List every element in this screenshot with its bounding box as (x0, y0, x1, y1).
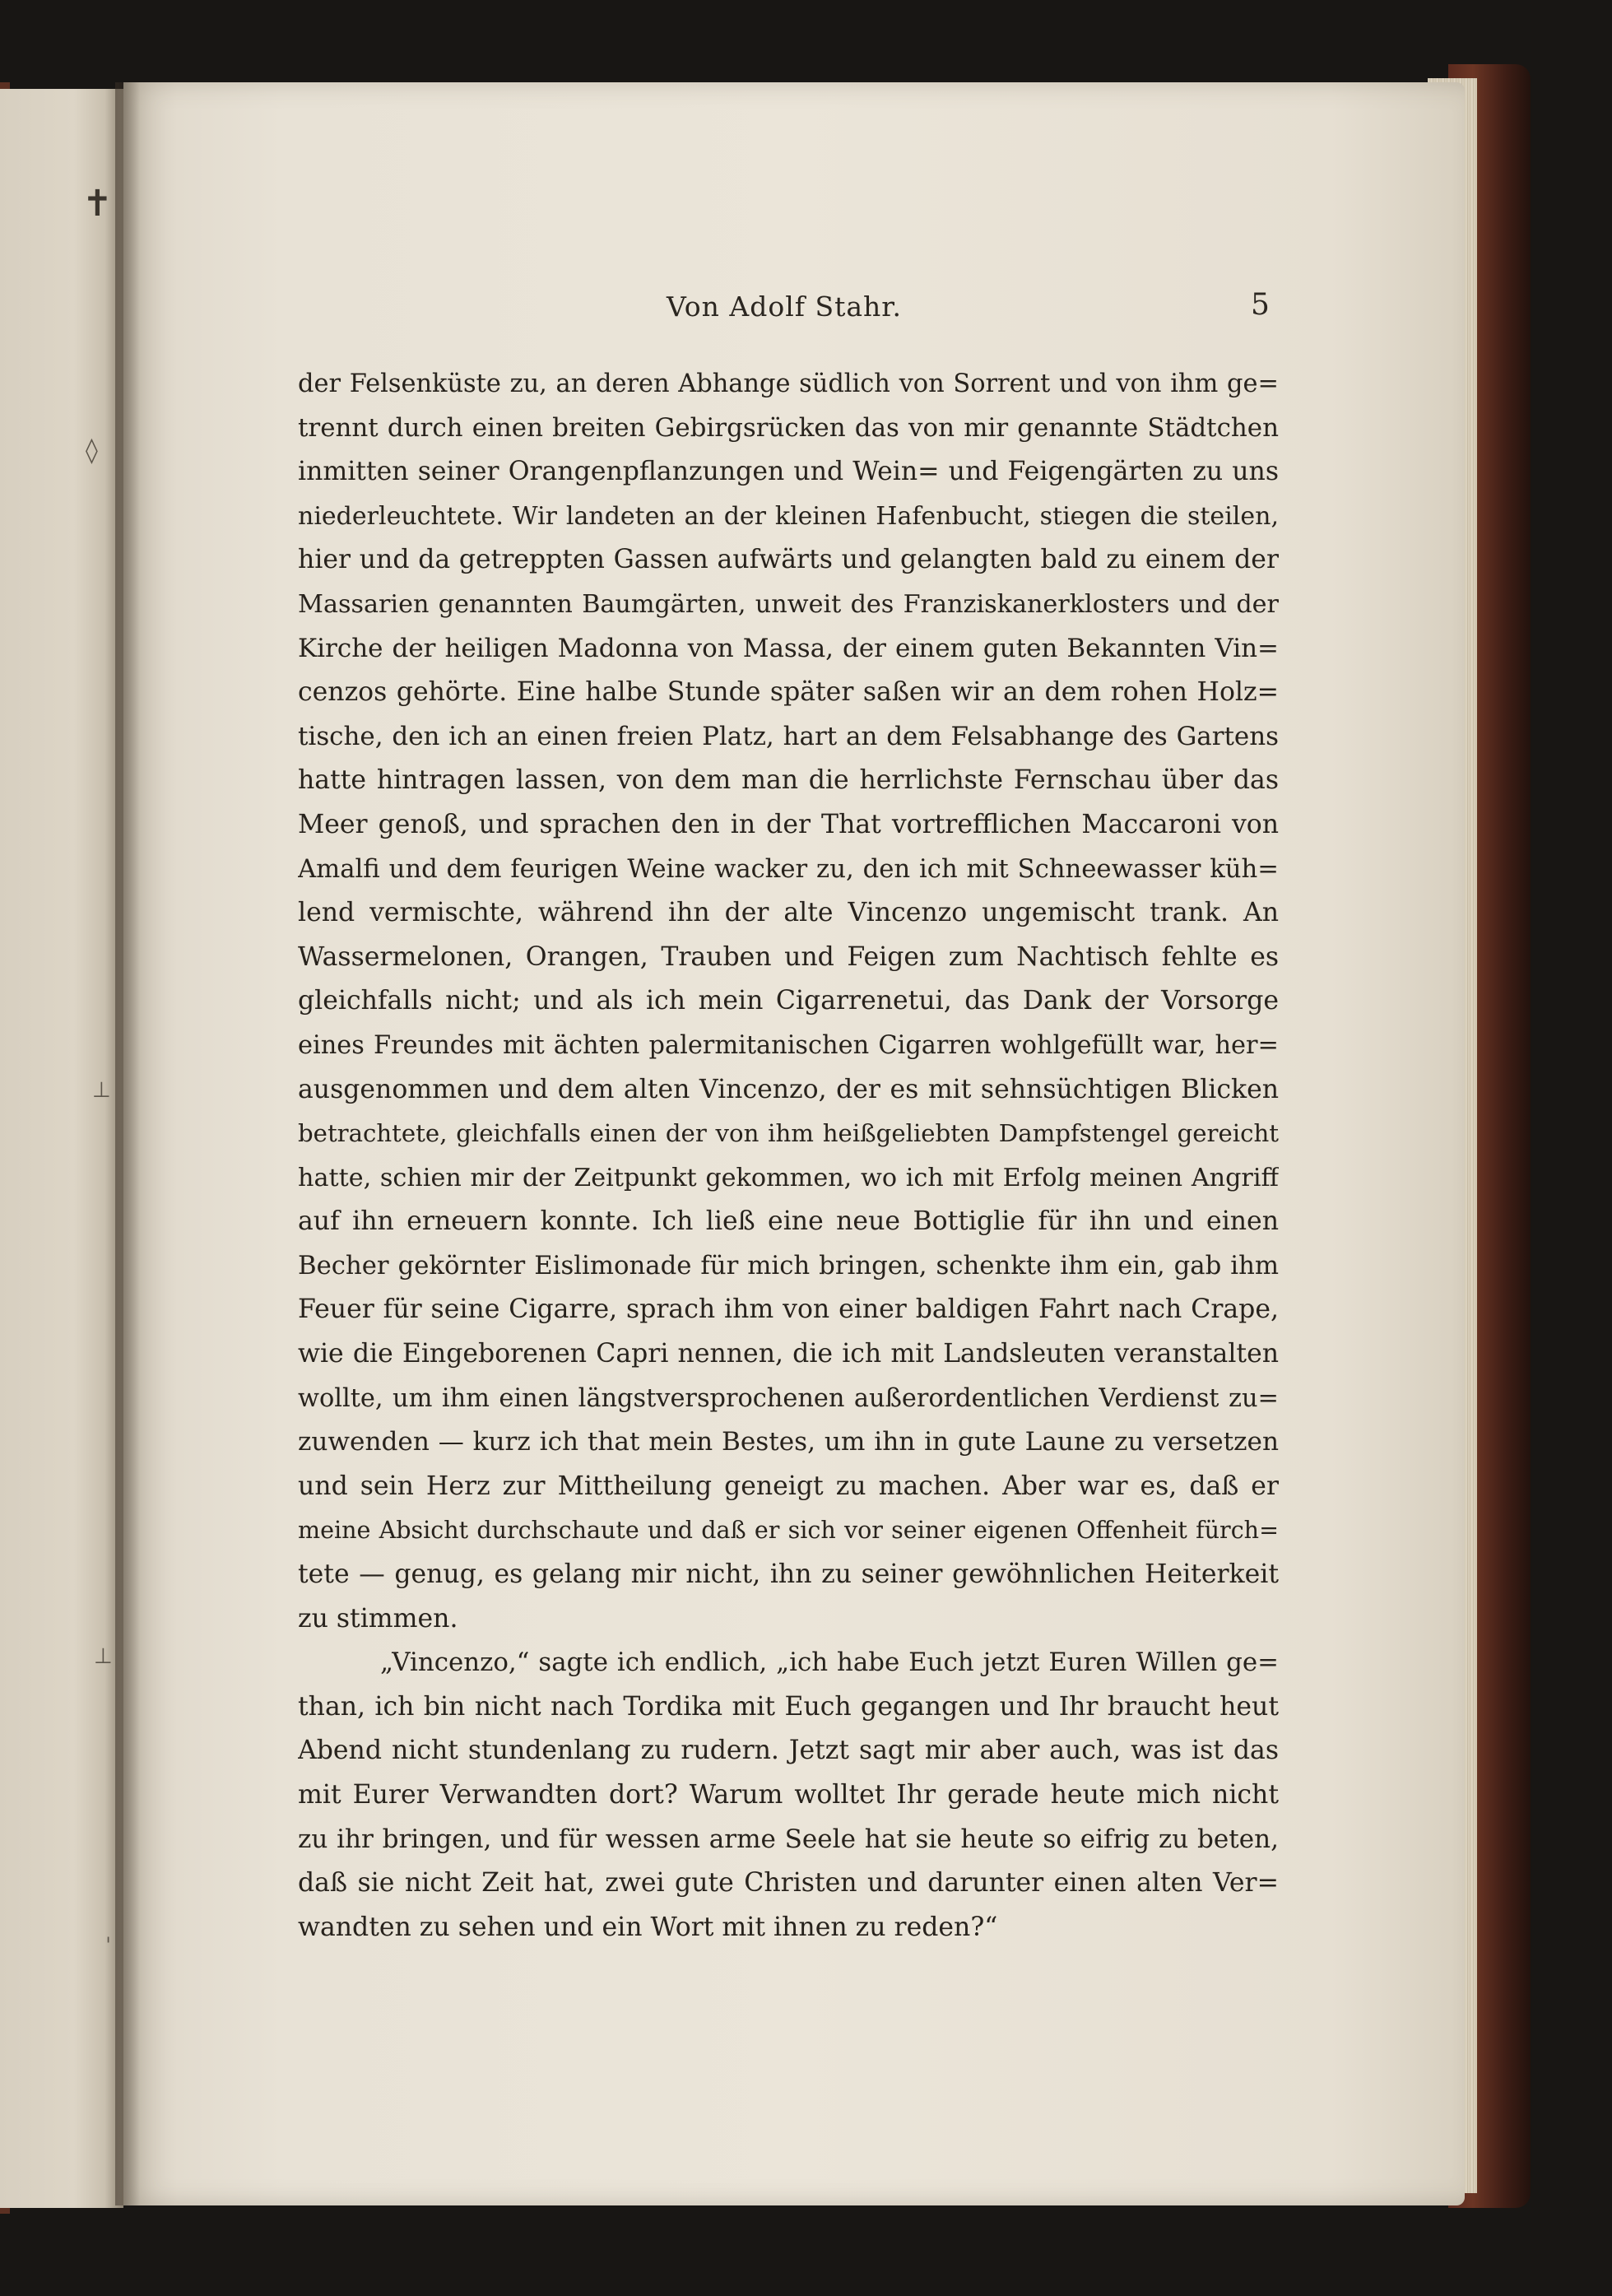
text-line: eines Freundes mit ächten palermitanischen Cigarren wohlgefüllt war, her= (298, 1030, 1279, 1060)
gutter-shadow (115, 82, 140, 2205)
text-line: wie die Eingeborenen Capri nennen, die ich mit Landsleuten veranstalten (298, 1339, 1279, 1369)
text-line: Meer genoß, und sprachen den in der That vortrefflichen Maccaroni von (298, 809, 1279, 839)
text-line: auf ihn erneuern konnte. Ich ließ eine neue Bottiglie für ihn und einen (298, 1206, 1279, 1237)
cross-mark: ✝ (82, 183, 113, 225)
text-line: zu ihr bringen, und für wessen arme Seele hat sie heute so eifrig zu beten, (298, 1824, 1279, 1854)
text-line: „Vincenzo,“ sagte ich endlich, „ich habe Euch jetzt Euren Willen ge= (380, 1648, 1279, 1678)
text-line: cenzos gehörte. Eine halbe Stunde später saßen wir an dem rohen Holz= (298, 677, 1279, 708)
text-line: tische, den ich an einen freien Platz, hart an dem Felsabhange des Gartens (298, 721, 1279, 751)
text-line: meine Absicht durchschaute und daß er sich vor seiner eigenen Offenheit fürch= (298, 1516, 1279, 1545)
margin-mark: ◊ (86, 436, 98, 465)
text-line: gleichfalls nicht; und als ich mein Cigarrenetui, das Dank der Vorsorge (298, 986, 1279, 1016)
text-line: trennt durch einen breiten Gebirgsrücken das von mir genannte Städtchen (298, 412, 1279, 443)
text-line: tete — genug, es gelang mir nicht, ihn zu seiner gewöhnlichen Heiterkeit (298, 1559, 1279, 1590)
text-line: than, ich bin nicht nach Tordika mit Euch gegangen und Ihr braucht heut (298, 1691, 1279, 1722)
text-line: Feuer für seine Cigarre, sprach ihm von einer baldigen Fahrt nach Crape, (298, 1294, 1279, 1325)
text-line: wollte, um ihm einen längstversprochenen außerordentlichen Verdienst zu= (298, 1383, 1279, 1413)
text-line: und sein Herz zur Mittheilung geneigt zu machen. Aber war es, daß er (298, 1471, 1279, 1501)
body-text (298, 362, 1279, 1950)
text-line: hatte hintragen lassen, von dem man die herrlichste Fernschau über das (298, 765, 1279, 796)
margin-mark: ˈ (105, 1934, 112, 1959)
running-head: Von Adolf Stahr. (667, 290, 902, 323)
text-line: zu stimmen. (298, 1603, 458, 1634)
text-line: hier und da getreppten Gassen aufwärts und gelangten bald zu einem der (298, 545, 1279, 575)
text-line: Wassermelonen, Orangen, Trauben und Feigen zum Nachtisch fehlte es (298, 941, 1279, 972)
text-line: zuwenden — kurz ich that mein Bestes, um ihn in gute Laune zu versetzen (298, 1427, 1279, 1457)
text-line: niederleuchtete. Wir landeten an der kleinen Hafenbucht, stiegen die steilen, (298, 501, 1279, 531)
text-line: betrachtete, gleichfalls einen der von ihm heißgeliebten Dampfstengel gereicht (298, 1119, 1279, 1148)
margin-mark: ⊥ (92, 1078, 111, 1103)
text-line: der Felsenküste zu, an deren Abhange südlich von Sorrent und von ihm ge= (298, 369, 1279, 398)
text-line: Amalfi und dem feurigen Weine wacker zu, den ich mit Schneewasser küh= (298, 854, 1279, 884)
page-number: 5 (1251, 288, 1270, 322)
text-line: inmitten seiner Orangenpflanzungen und Wein= und Feigengärten zu uns (298, 457, 1279, 487)
text-line: hatte, schien mir der Zeitpunkt gekommen, wo ich mit Erfolg meinen Angriff (298, 1163, 1279, 1192)
text-line: Abend nicht stundenlang zu rudern. Jetzt sagt mir aber auch, was ist das (298, 1736, 1279, 1766)
text-line: lend vermischte, während ihn der alte Vincenzo ungemischt trank. An (298, 898, 1279, 928)
text-line: mit Eurer Verwandten dort? Warum wolltet Ihr gerade heute mich nicht (298, 1780, 1279, 1810)
text-line: Becher gekörnter Eislimonade für mich bringen, schenkte ihm ein, gab ihm (298, 1250, 1279, 1280)
margin-mark: ⊥ (94, 1644, 113, 1669)
text-line: Kirche der heiligen Madonna von Massa, der einem guten Bekannten Vin= (298, 633, 1279, 663)
text-line: wandten zu sehen und ein Wort mit ihnen zu reden?“ (298, 1912, 998, 1942)
text-line: ausgenommen und dem alten Vincenzo, der es mit sehnsüchtigen Blicken (298, 1074, 1279, 1104)
text-line: daß sie nicht Zeit hat, zwei gute Christen und darunter einen alten Ver= (298, 1868, 1279, 1899)
text-line: Massarien genannten Baumgärten, unweit des Franziskanerklosters und der (298, 589, 1279, 619)
left-page (0, 89, 123, 2208)
